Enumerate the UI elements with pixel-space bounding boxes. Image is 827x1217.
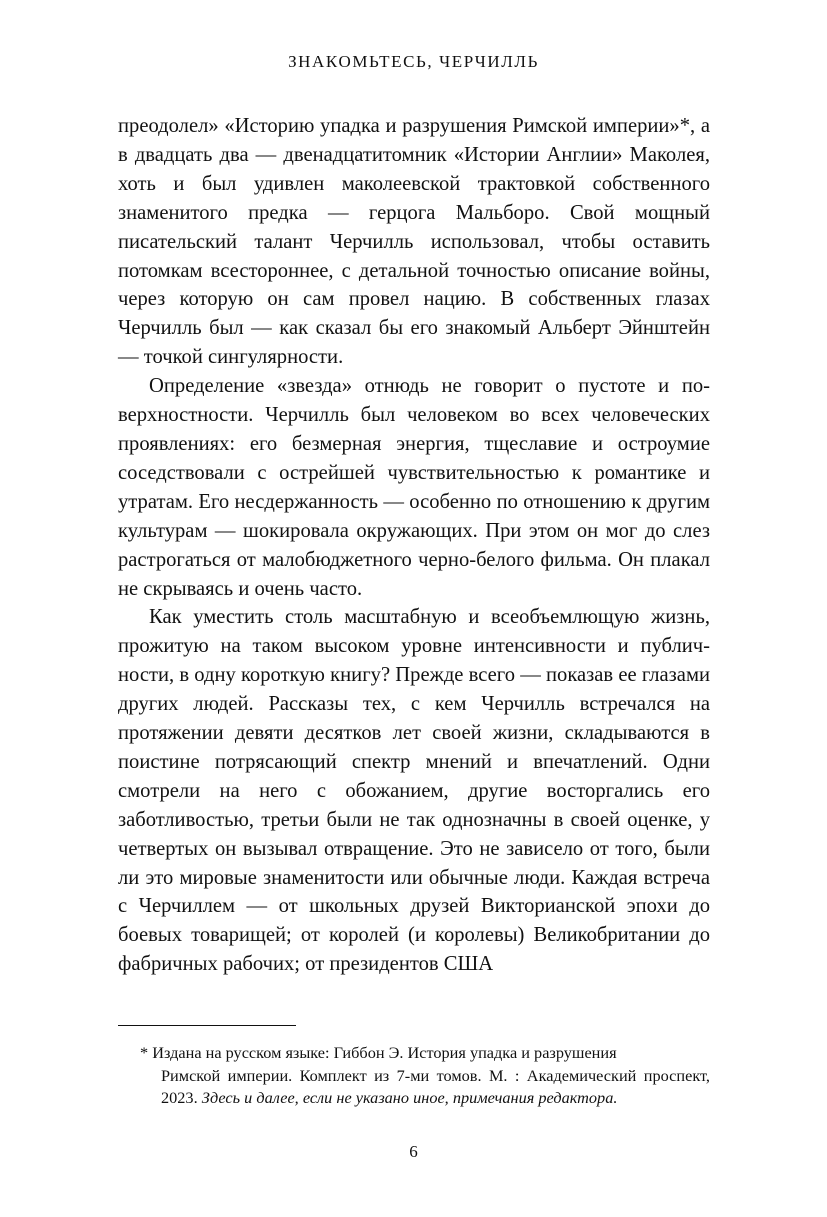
paragraph-2: Определение «звезда» отнюдь не говорит о пустоте и поверхностности. Черчилль был человеком во всех человеческих проявлениях: его безмерная энергия, тщеславие и остроумие соседствовали с острейшей чувствительностью к романтике и утратам. Его несдержанность — особенно по отношению к другим культурам — шокировала окружающих. При этом он мог до слез растрогаться от малобюджетного черно-белого фильма. Он плакал не скрываясь и очень часто. — [118, 375, 710, 600]
footnote — [140, 1042, 710, 1110]
footnote-first-line: * Издана на русском языке: Гиббон Э. История упадка и разрушения — [140, 1043, 617, 1062]
paragraph-1: преодолел» «Историю упадка и разрушения Римской империи»*, а в двадцать два — двенадцатитомник «Истории Англии» Маколея, хоть и был удивлен маколеевской трактовкой собственного знаменитого предка — герцога Мальборо. Свой мощный писательский талант Черчилль использовал, чтобы оставить потомкам всестороннее, с детальной точностью описание войны, через которую он сам провел нацию. В собственных глазах Черчилль был — как сказал бы его знакомый Альберт Эйнштейн — точкой сингулярности. — [118, 115, 710, 369]
paragraph-3: Как уместить столь масштабную и всеобъемлющую жизнь, прожитую на таком высоком уровне интенсивности и публичности, в одну короткую книгу? Прежде всего — показав ее глазами других людей. Рассказы тех, с кем Черчилль встречался на протяжении девяти десятков лет своей жизни, складываются в поистине потрясающий спектр мнений и впечатлений. Одни смотрели на него с обожанием, другие восторгались его заботливостью, третьи были не так однозначны в своей оценке, у четвертых он вызывал отвращение. Это не зависело от того, были ли это мировые знаменитости или обычные люди. Каждая встреча с Черчиллем — от школьных друзей Викторианской эпохи до боевых товарищей; от королей (и королевы) Великобритании до фабричных рабочих; от президентов США — [118, 606, 710, 976]
running-header: ЗНАКОМЬТЕСЬ, ЧЕРЧИЛЛЬ — [288, 52, 539, 71]
footnote-divider — [118, 1025, 296, 1026]
main-text — [118, 112, 710, 979]
page-number: 6 — [409, 1142, 418, 1161]
footnote-editor-note: Здесь и далее, если не указано иное, примечания редактора. — [201, 1088, 618, 1107]
footnote-continuation — [140, 1065, 710, 1110]
footnote-citation: Римской империи. Комплект из 7-ми томов. М. : Академический проспект, 2023. — [161, 1065, 710, 1107]
